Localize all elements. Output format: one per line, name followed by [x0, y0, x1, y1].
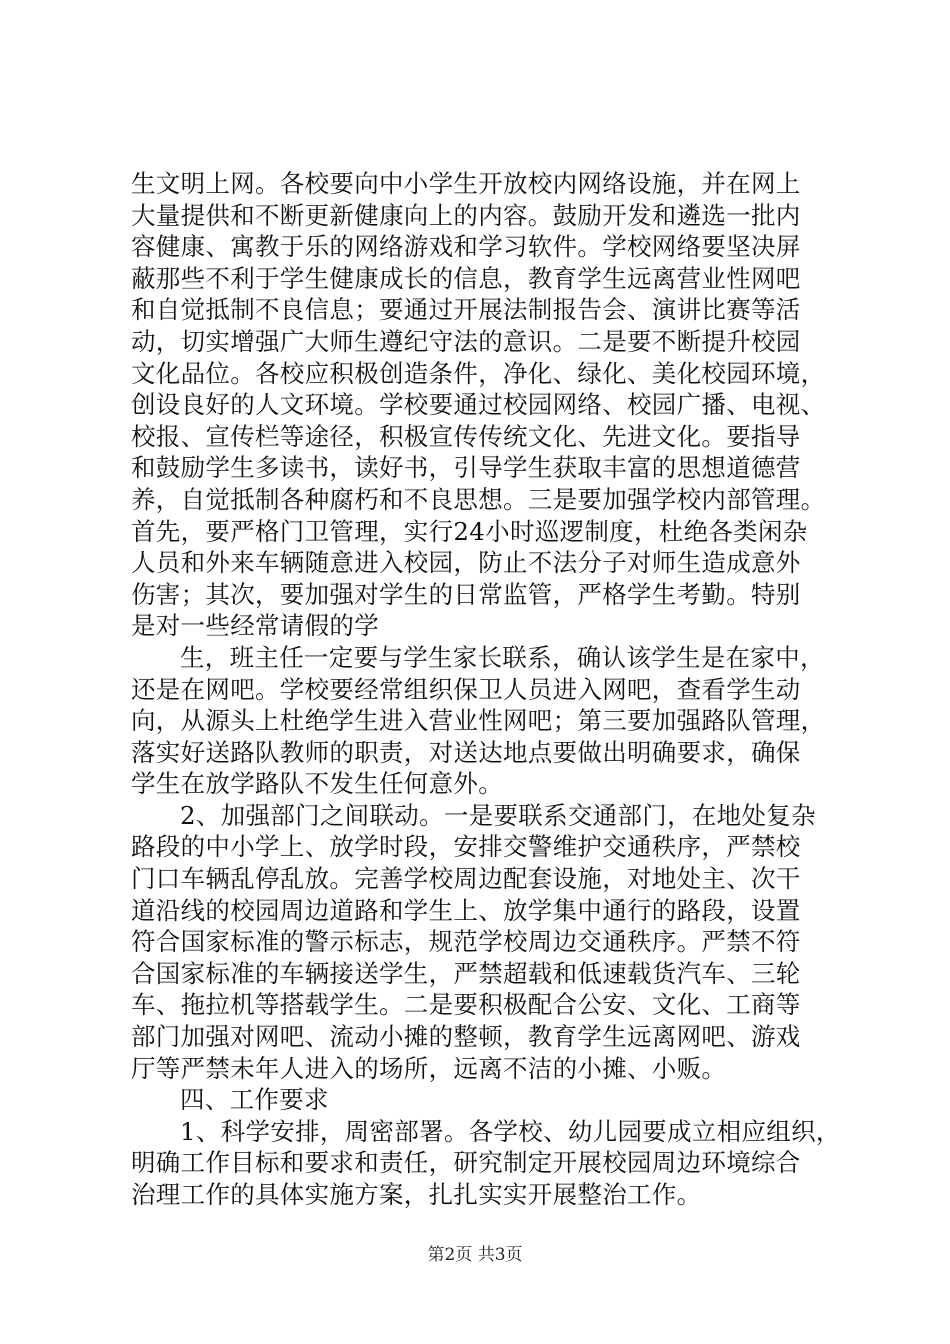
document-line: 部门加强对网吧、流动小摊的整顿，教育学生远离网吧、游戏	[131, 1022, 801, 1052]
page-footer: 第2页 共3页	[427, 1245, 523, 1265]
document-line: 1、科学安排，周密部署。各学校、幼儿园要成立相应组织，	[180, 1116, 841, 1146]
document-line: 还是在网吧。学校要经常组织保卫人员进入网吧，查看学生动	[131, 674, 801, 704]
document-line: 车、拖拉机等搭载学生。二是要积极配合公安、文化、工商等	[131, 990, 801, 1020]
document-line: 符合国家标准的警示标志，规范学校周边交通秩序。严禁不符	[131, 927, 801, 957]
document-line: 厅等严禁未年人进入的场所，远离不洁的小摊、小贩。	[131, 1053, 727, 1083]
document-line: 创设良好的人文环境。学校要通过校园网络、校园广播、电视、	[131, 390, 826, 420]
document-line: 向，从源头上杜绝学生进入营业性网吧；第三要加强路队管理，	[131, 706, 826, 736]
document-line: 首先，要严格门卫管理，实行24小时巡逻制度，杜绝各类闲杂	[131, 516, 808, 546]
document-line: 治理工作的具体实施方案，扎扎实实开展整治工作。	[131, 1180, 702, 1209]
document-line: 是对一些经常请假的学	[131, 611, 379, 641]
document-line: 蔽那些不利于学生健康成长的信息，教育学生远离营业性网吧	[131, 263, 801, 293]
document-line: 人员和外来车辆随意进入校园，防止不法分子对师生造成意外	[131, 548, 801, 578]
document-line: 伤害；其次，要加强对学生的日常监管，严格学生考勤。特别	[131, 579, 801, 609]
document-line: 路段的中小学上、放学时段，安排交警维护交通秩序，严禁校	[131, 832, 801, 862]
document-line: 门口车辆乱停乱放。完善学校周边配套设施，对地处主、次干	[131, 864, 801, 894]
document-line: 大量提供和不断更新健康向上的内容。鼓励开发和遴选一批内	[131, 200, 801, 230]
document-line: 学生在放学路队不发生任何意外。	[131, 769, 503, 799]
document-line: 和自觉抵制不良信息；要通过开展法制报告会、演讲比赛等活	[131, 295, 801, 325]
document-line: 生文明上网。各校要向中小学生开放校内网络设施，并在网上	[131, 169, 801, 198]
document-line: 动，切实增强广大师生遵纪守法的意识。二是要不断提升校园	[131, 326, 801, 356]
document-line: 落实好送路队教师的职责，对送达地点要做出明确要求，确保	[131, 737, 801, 767]
document-line: 生，班主任一定要与学生家长联系，确认该学生是在家中，	[180, 642, 825, 672]
document-line: 和鼓励学生多读书，读好书，引导学生获取丰富的思想道德营	[131, 453, 801, 483]
document-line: 养，自觉抵制各种腐朽和不良思想。三是要加强学校内部管理。	[131, 484, 826, 514]
document-line: 容健康、寓教于乐的网络游戏和学习软件。学校网络要坚决屏	[131, 232, 801, 262]
document-line: 文化品位。各校应积极创造条件，净化、绿化、美化校园环境，	[131, 358, 826, 388]
document-line: 合国家标准的车辆接送学生，严禁超载和低速载货汽车、三轮	[131, 958, 801, 988]
document-body	[131, 168, 841, 1211]
document-line: 道沿线的校园周边道路和学生上、放学集中通行的路段，设置	[131, 895, 801, 925]
document-line: 校报、宣传栏等途径，积极宣传传统文化、先进文化。要指导	[131, 421, 801, 451]
document-line: 明确工作目标和要求和责任，研究制定开展校园周边环境综合	[131, 1148, 801, 1178]
document-line: 四、工作要求	[180, 1085, 329, 1115]
document-line: 2、加强部门之间联动。一是要联系交通部门，在地处复杂	[180, 800, 816, 830]
